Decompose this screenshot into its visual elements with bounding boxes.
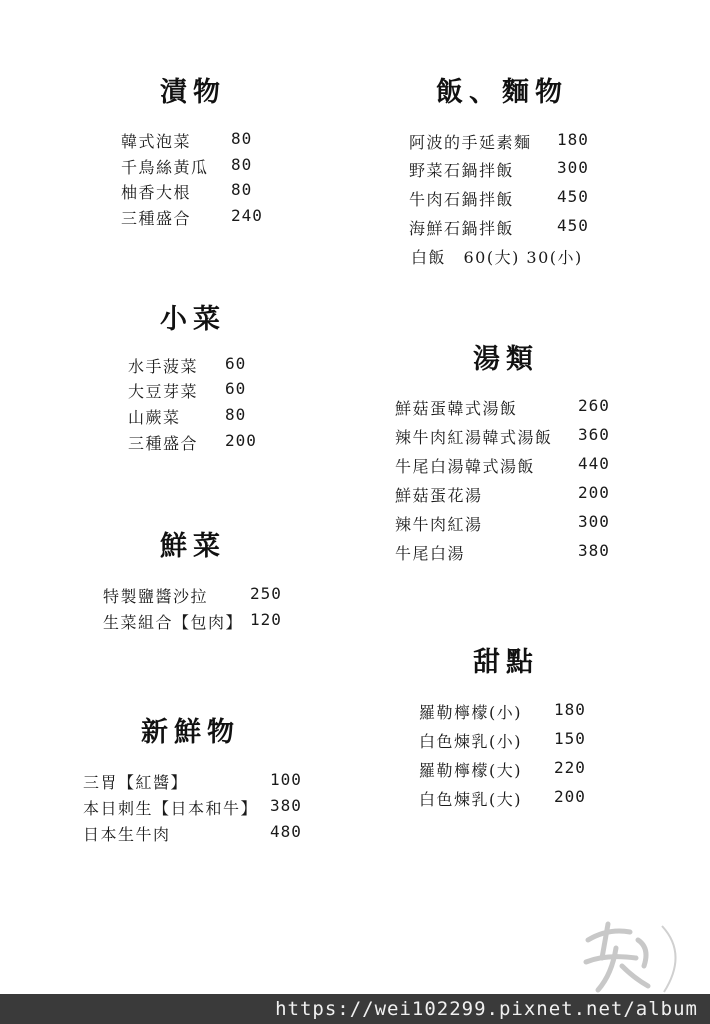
fresh-vegetables-heading: 鮮菜 [160,531,226,562]
item-price: 300 [578,512,610,531]
item-name: 柚香大根 [121,183,192,202]
pickles-heading: 漬物 [160,77,226,108]
item-price: 380 [578,541,610,560]
item-name: 牛尾白湯韓式湯飯 [395,457,536,476]
item-name: 白色煉乳(小) [419,732,522,751]
item-name: 本日刺生【日本和牛】 [83,799,259,818]
item-name: 日本生牛肉 [83,825,171,844]
item-name: 三種盛合 [121,209,192,228]
item-name: 鮮菇蛋韓式湯飯 [395,399,518,418]
item-name: 特製鹽醬沙拉 [103,587,209,606]
item-price: 80 [225,405,247,424]
item-name: 阿波的手延素麵 [409,133,532,152]
item-name: 鮮菇蛋花湯 [395,486,483,505]
item-name: 韓式泡菜 [121,132,192,151]
item-price: 80 [231,155,253,174]
item-name: 牛肉石鍋拌飯 [409,190,515,209]
item-price: 60 [225,354,247,373]
soups-heading: 湯類 [473,344,539,375]
fresh-items-heading: 新鮮物 [141,717,240,748]
item-name: 辣牛肉紅湯韓式湯飯 [395,428,553,447]
item-price: 180 [554,700,586,719]
item-price: 240 [231,206,263,225]
item-name: 三種盛合 [128,434,199,453]
item-name: 三胃【紅醬】 [83,773,189,792]
item-name: 羅勒檸檬(大) [419,761,522,780]
rice-noodles-heading: 飯、麵物 [436,77,568,108]
item-name: 水手菠菜 [128,357,199,376]
item-price: 60 [225,379,247,398]
item-price: 120 [250,610,282,629]
item-price: 150 [554,729,586,748]
desserts-heading: 甜點 [473,647,539,678]
item-name: 山蕨菜 [128,408,181,427]
item-price: 200 [554,787,586,806]
item-name: 羅勒檸檬(小) [419,703,522,722]
item-name: 海鮮石鍋拌飯 [409,219,515,238]
item-price: 80 [231,129,253,148]
item-price: 360 [578,425,610,444]
item-price: 450 [557,187,589,206]
item-name: 野菜石鍋拌飯 [409,161,515,180]
calligraphy-logo-icon [578,918,688,996]
item-price: 260 [578,396,610,415]
item-price: 380 [270,796,302,815]
item-price: 180 [557,130,589,149]
item-price: 200 [578,483,610,502]
item-price: 300 [557,158,589,177]
item-price: 80 [231,180,253,199]
item-name: 生菜組合【包肉】 [103,613,244,632]
item-name: 辣牛肉紅湯 [395,515,483,534]
item-price: 480 [270,822,302,841]
item-price: 440 [578,454,610,473]
item-price: 450 [557,216,589,235]
side-dishes-heading: 小菜 [160,304,226,335]
item-price: 250 [250,584,282,603]
rice-price-line: 白飯 60(大) 30(小) [411,248,583,267]
watermark-bar [0,994,710,1024]
watermark-url: https://wei102299.pixnet.net/album [275,998,698,1020]
item-name: 千鳥絲黃瓜 [121,158,209,177]
item-price: 100 [270,770,302,789]
item-name: 白色煉乳(大) [419,790,522,809]
item-name: 大豆芽菜 [128,382,199,401]
item-price: 220 [554,758,586,777]
item-name: 牛尾白湯 [395,544,466,563]
item-price: 200 [225,431,257,450]
